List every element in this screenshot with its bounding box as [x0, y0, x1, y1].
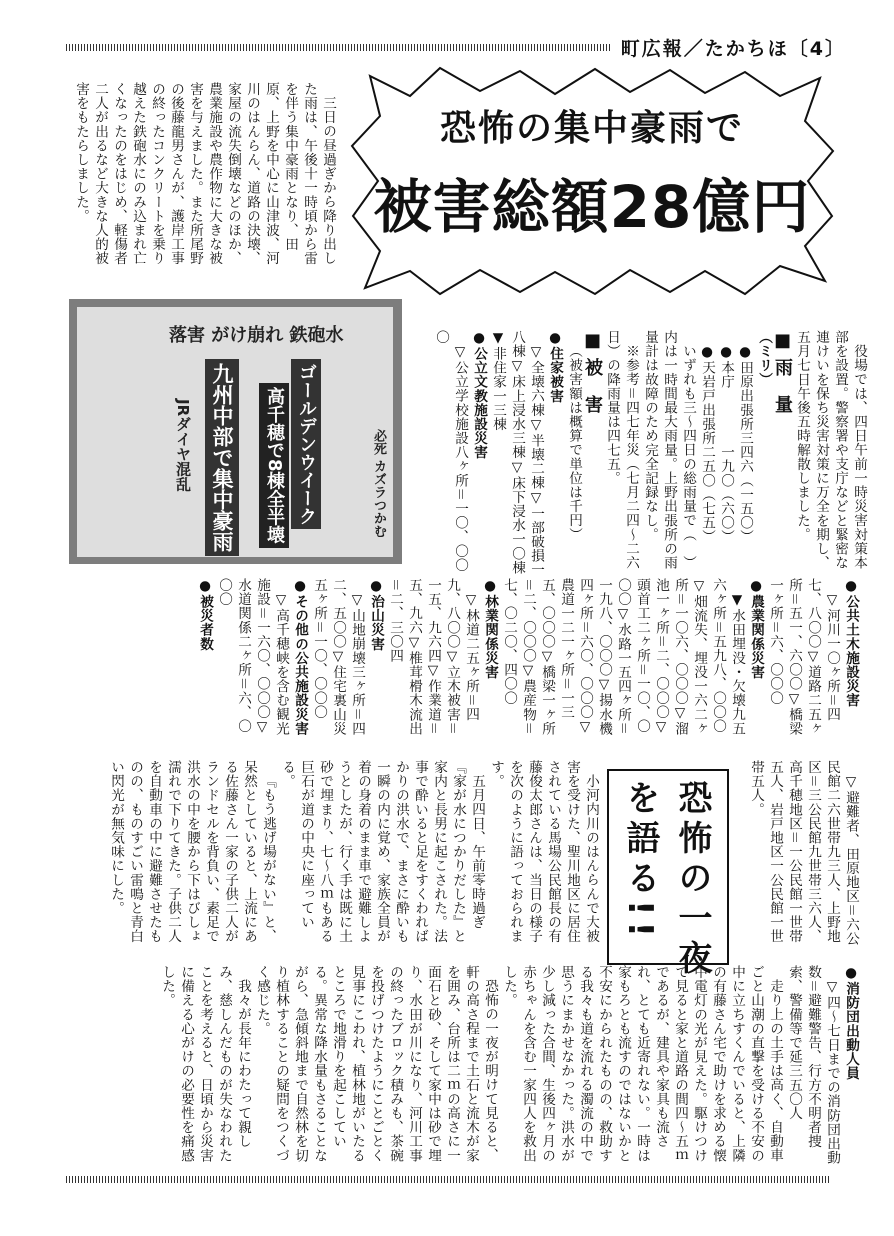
headline-line1: 恐怖の集中豪雨で [439, 108, 744, 149]
news-clipping-photo [69, 299, 402, 564]
top-right-text: 役場では、四日午前一時災害対策本部を設置。警察署や支庁などと緊密な連けいを保ち災害対策に万全を期し、五月七日午後五時解散しました。 ■ 雨 量 （ミリ） ●田原出張所三四六（一五〇） ●本庁 一九〇（六〇） ●天岩戸出張所二五〇（七五） いずれも三～四日の総雨量で（ ）内は一時間最大雨量。上野出張所の雨量計は故障のため完全記録なし。 ※参考＝四七年災（七月二四～二六日）の降雨量は四七五。 ■ 被 害 （被害額は概算で単位は千円） ●住家被害 ▽全壊六棟▽半壊二棟▽一部破損一八棟▽床上浸水三棟▽床下浸水一〇棟▼非住家一三棟 ●公立文教施設災害 ▽公立学校施設八ヶ所＝一〇、〇〇〇 [433, 330, 867, 577]
photo-text-6: 必死 カズラつかむ [371, 429, 386, 538]
damage-list: ●公共土木施設災害 ▽河川一〇ヶ所＝四七、八〇〇▽道路二五ヶ所＝五一、六〇〇▽橋梁一ヶ所＝六、〇〇〇 ●農業関係災害 ▼水田埋没・欠壊九五六ヶ所＝五九八、〇〇〇▽畑流失、埋没一六二ヶ所＝一〇六、〇〇〇▽溜池一ヶ所＝二、〇〇〇▽頭首工二ヶ所＝一〇、〇〇〇▽水路一五四ヶ所＝一九八、〇〇〇▽揚水機四ヶ所＝六〇、〇〇〇▽農道一二一ヶ所＝一三五、〇〇〇▽橋梁一ヶ所＝二、〇〇〇▽農産物＝七、〇二〇、四〇〇 ●林業関係災害 ▽林道二五ヶ所＝四九、八〇〇▽立木被害＝一五、九六四▽作業道＝五、九六▽椎茸榾木流出＝二、三〇四 ●治山災害 ▽山地崩壊三ヶ所＝四二、五〇〇▽住宅裏山災五ヶ所＝一〇、〇〇〇 ●その他の公共施設災害 ▽高千穂峡を含む観光施設＝一六〇、〇〇〇▽水道関係二ヶ所＝六、〇〇〇 ●被災者数 [197, 578, 859, 736]
photo-text-3: 高千穂で8棟全半壊 [259, 383, 289, 548]
photo-text-4: JRダイヤ混乱 [174, 399, 192, 492]
subhead-line1: 恐怖の一夜 [672, 780, 712, 980]
intro-text: 三日の昼過ぎから降り出した雨は、午後十一時頃から雷を伴う集中豪雨となり、田原、上野を中心に山津波、河川のはんらん、道路の決壊、家屋の流失倒壊などのほか、農業施設や農作物に大きな被害を与えました。また所尾野の後藤龍男さんが、護岸工事の終ったコンクリートを乗り越えた鉄砲水にのみ込まれ亡くなったのをはじめ、軽傷者二人が出るなど大きな人的被害をもたらしました。 [73, 82, 336, 266]
bottom-rule [66, 1176, 830, 1183]
story-upper: 小河内川のはんらんで大被害を受けた、聖川地区に居住されている馬場公民館長の有藤俊太郎さんは、当日の様子を次のように語っておられます。 五月四日、午前零時過ぎ『家が水につかりだした』と家内と長男に起こされた。法事で酔いると足をすくわればかりの洪水で、まさに酔いも一瞬の内に覚め、家族全員が着の身着のまま車で避難しようとしたが、行く手は既に土砂で埋まり、七～八ｍもある巨石が道の中央に座っている。 『もう逃げ場がない』と、呆然としていると、上流にある佐藤さん一家の子供二人がランドセルを背負い、素足で洪水の中を腰から下はびしょ濡れで下りてきた。子供二人を自動車の中に避難させたものの、ものすごい雷鳴と青白い閃光が無気味にした。 [108, 760, 599, 944]
victims-text: ▽避難者、田原地区＝六公民館二六世帯九三人、上野地区＝三公民館九世帯三六人、高千穂地区＝一公民館一世帯五人、岩戸地区一公民館一世帯五人。 [748, 760, 859, 946]
headline-line2: 被害総額28億円 [373, 173, 811, 241]
story-lower: ●消防団出動人員 ▽四～七日までの消防団出動数＝避難警告、行方不明者捜索、警備等で延三五〇人 走り上の土手は高く、自動車ごと山潮の直撃を受ける不安の中に立ちすくんでいると、上隣の有藤さん宅で助けを求める懐中電灯の光が見えた。駆けつけて見ると家と道路の間四～五ｍであるが、建具や家具も流され、とても近寄れない。一時は家もろとも流すのではないかと不安にかられたものの、救助する我々も道を流れる濁流の中で思うにまかせなかった。洪水が少し減った合間、生後四ヶ月の赤ちゃんを含む一家四人を救出した。 恐怖の一夜が明けて見ると、軒の高さ程まで土石と流木が家を囲み、台所は二ｍの高さに一面石と砂、そして家中は砂で埋り、水田が川になり、河川工事の終ったブロック積みも、茶碗を投げつけたようにことごとく見事にこわれ、植林地がいたるところで地滑りを起こしている。異常な降水量もさることながら、急傾斜地まで自然林を切り植林することの疑問をつくづく感じた。 我々が長年にわたって親しみ、慈しんだものが失なわれたことを考えると、日頃から災害に備える心がけの必要性を痛感した。 [159, 965, 859, 1165]
top-rule [66, 44, 611, 51]
photo-text-2: 九州中部で集中豪雨 [205, 359, 239, 556]
photo-text-5: ゴールデンウイーク [291, 359, 321, 529]
subhead-line2: を語る!! [620, 780, 660, 944]
photo-text-1: 落害 がけ崩れ 鉄砲水 [169, 325, 344, 346]
page-header: 町広報／たかちほ〔4〕 [620, 38, 846, 60]
